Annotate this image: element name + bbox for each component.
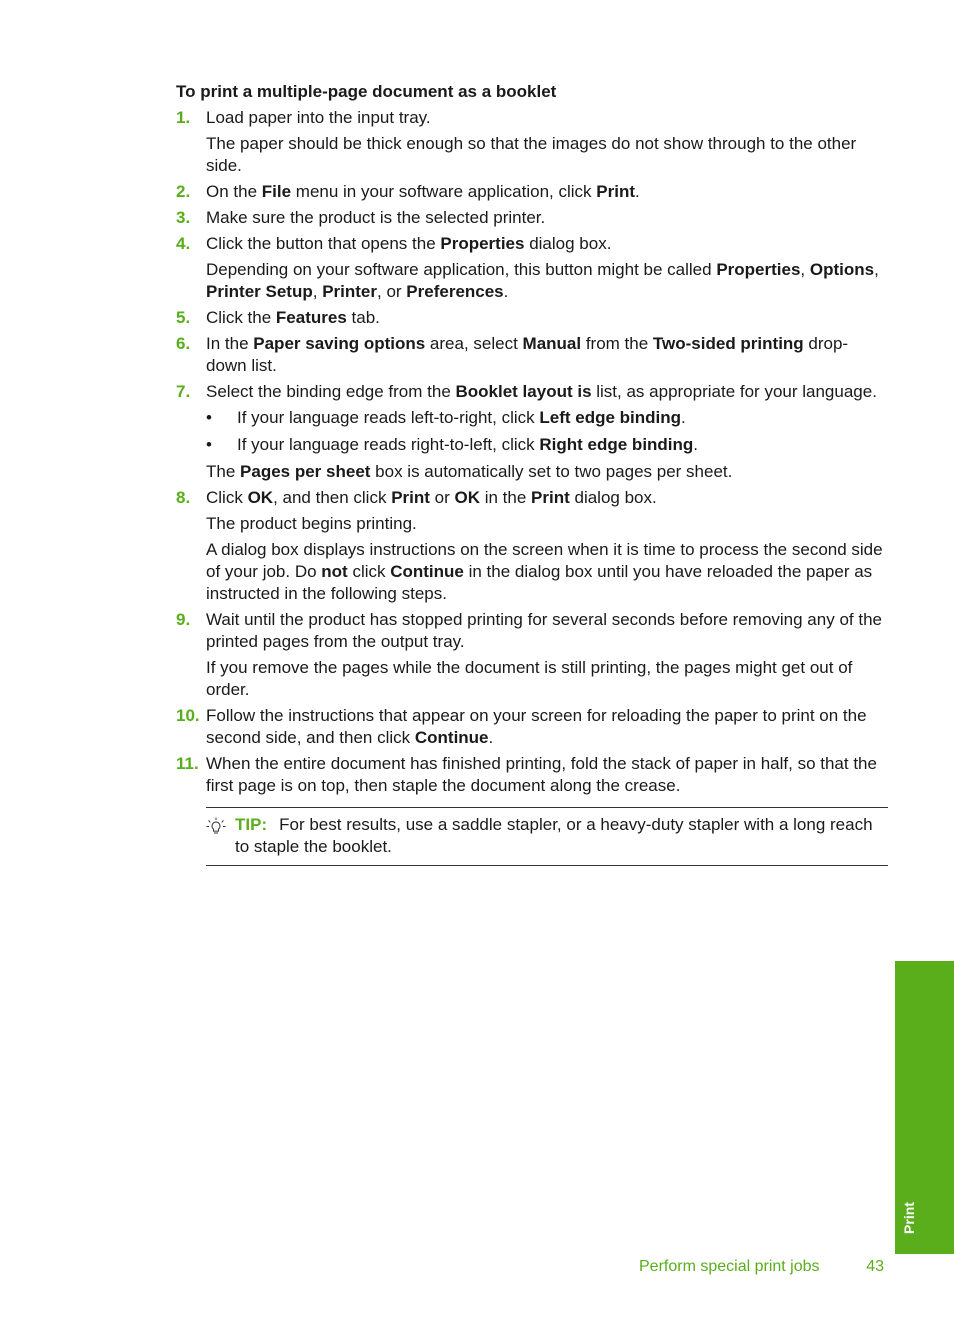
step-text: Click the Features tab. bbox=[206, 308, 380, 327]
step-5 bbox=[176, 307, 888, 329]
bullet-icon: • bbox=[206, 408, 212, 427]
step-number: 2. bbox=[176, 182, 191, 201]
page-number: 43 bbox=[866, 1258, 884, 1275]
step-text: Select the binding edge from the Booklet layout is list, as appropriate for your language. bbox=[206, 382, 877, 401]
step-number: 5. bbox=[176, 308, 191, 327]
step-number: 3. bbox=[176, 208, 191, 227]
step-text: On the File menu in your software application, click Print. bbox=[206, 182, 640, 201]
step-text: Load paper into the input tray. bbox=[206, 108, 431, 127]
step-7 bbox=[176, 381, 888, 483]
tip-box bbox=[206, 807, 888, 866]
bullet-icon: • bbox=[206, 435, 212, 454]
step-text: Make sure the product is the selected printer. bbox=[206, 208, 546, 227]
step-number: 7. bbox=[176, 382, 191, 401]
document-body bbox=[176, 81, 888, 866]
step-number: 6. bbox=[176, 334, 191, 353]
bullet-item: • If your language reads right-to-left, click Right edge binding. bbox=[206, 435, 699, 454]
step-note: The product begins printing. bbox=[206, 514, 417, 533]
step-note: The paper should be thick enough so that the images do not show through to the other side. bbox=[206, 134, 857, 175]
tip-label: TIP: bbox=[235, 815, 268, 834]
step-4 bbox=[176, 233, 888, 303]
step-text: Follow the instructions that appear on your screen for reloading the paper to print on the second side, and then click Continue. bbox=[206, 706, 867, 747]
step-note: A dialog box displays instructions on the screen when it is time to process the second side of your job. Do not click Continue in the dialog box until you have reloaded the paper as instructed in the following steps. bbox=[206, 540, 883, 603]
step-note: Depending on your software application, this button might be called Properties, Options, Printer Setup, Printer, or Preferences. bbox=[206, 260, 879, 301]
step-number: 8. bbox=[176, 488, 191, 507]
step-6 bbox=[176, 333, 888, 377]
step-11 bbox=[176, 753, 888, 797]
step-2 bbox=[176, 181, 888, 203]
step-number: 4. bbox=[176, 234, 191, 253]
step-9 bbox=[176, 609, 888, 701]
bullet-item: • If your language reads left-to-right, click Left edge binding. bbox=[206, 408, 686, 427]
step-3 bbox=[176, 207, 888, 229]
step-number: 1. bbox=[176, 108, 191, 127]
step-number: 11. bbox=[176, 754, 199, 773]
step-number: 9. bbox=[176, 610, 191, 629]
section-side-tab bbox=[895, 961, 954, 1254]
lightbulb-icon bbox=[206, 817, 226, 837]
step-text: When the entire document has finished printing, fold the stack of paper in half, so that the first page is on top, then staple the document along the crease. bbox=[206, 754, 877, 795]
step-1 bbox=[176, 107, 888, 177]
footer-section-title: Perform special print jobs bbox=[639, 1258, 820, 1275]
step-note: If you remove the pages while the document is still printing, the pages might get out of order. bbox=[206, 658, 853, 699]
tip-text: For best results, use a saddle stapler, or a heavy-duty stapler with a long reach to staple the booklet. bbox=[235, 815, 873, 856]
step-text: Click OK, and then click Print or OK in the Print dialog box. bbox=[206, 488, 657, 507]
procedure-heading: To print a multiple-page document as a booklet bbox=[176, 82, 557, 101]
step-text: Wait until the product has stopped printing for several seconds before removing any of the printed pages from the output tray. bbox=[206, 610, 882, 651]
step-note: The Pages per sheet box is automatically set to two pages per sheet. bbox=[206, 462, 733, 481]
step-text: In the Paper saving options area, select Manual from the Two-sided printing drop-down list. bbox=[206, 334, 849, 375]
step-8 bbox=[176, 487, 888, 605]
side-tab-label: Print bbox=[901, 1202, 918, 1234]
step-text: Click the button that opens the Properties dialog box. bbox=[206, 234, 612, 253]
step-10 bbox=[176, 705, 888, 749]
step-number: 10. bbox=[176, 706, 200, 725]
